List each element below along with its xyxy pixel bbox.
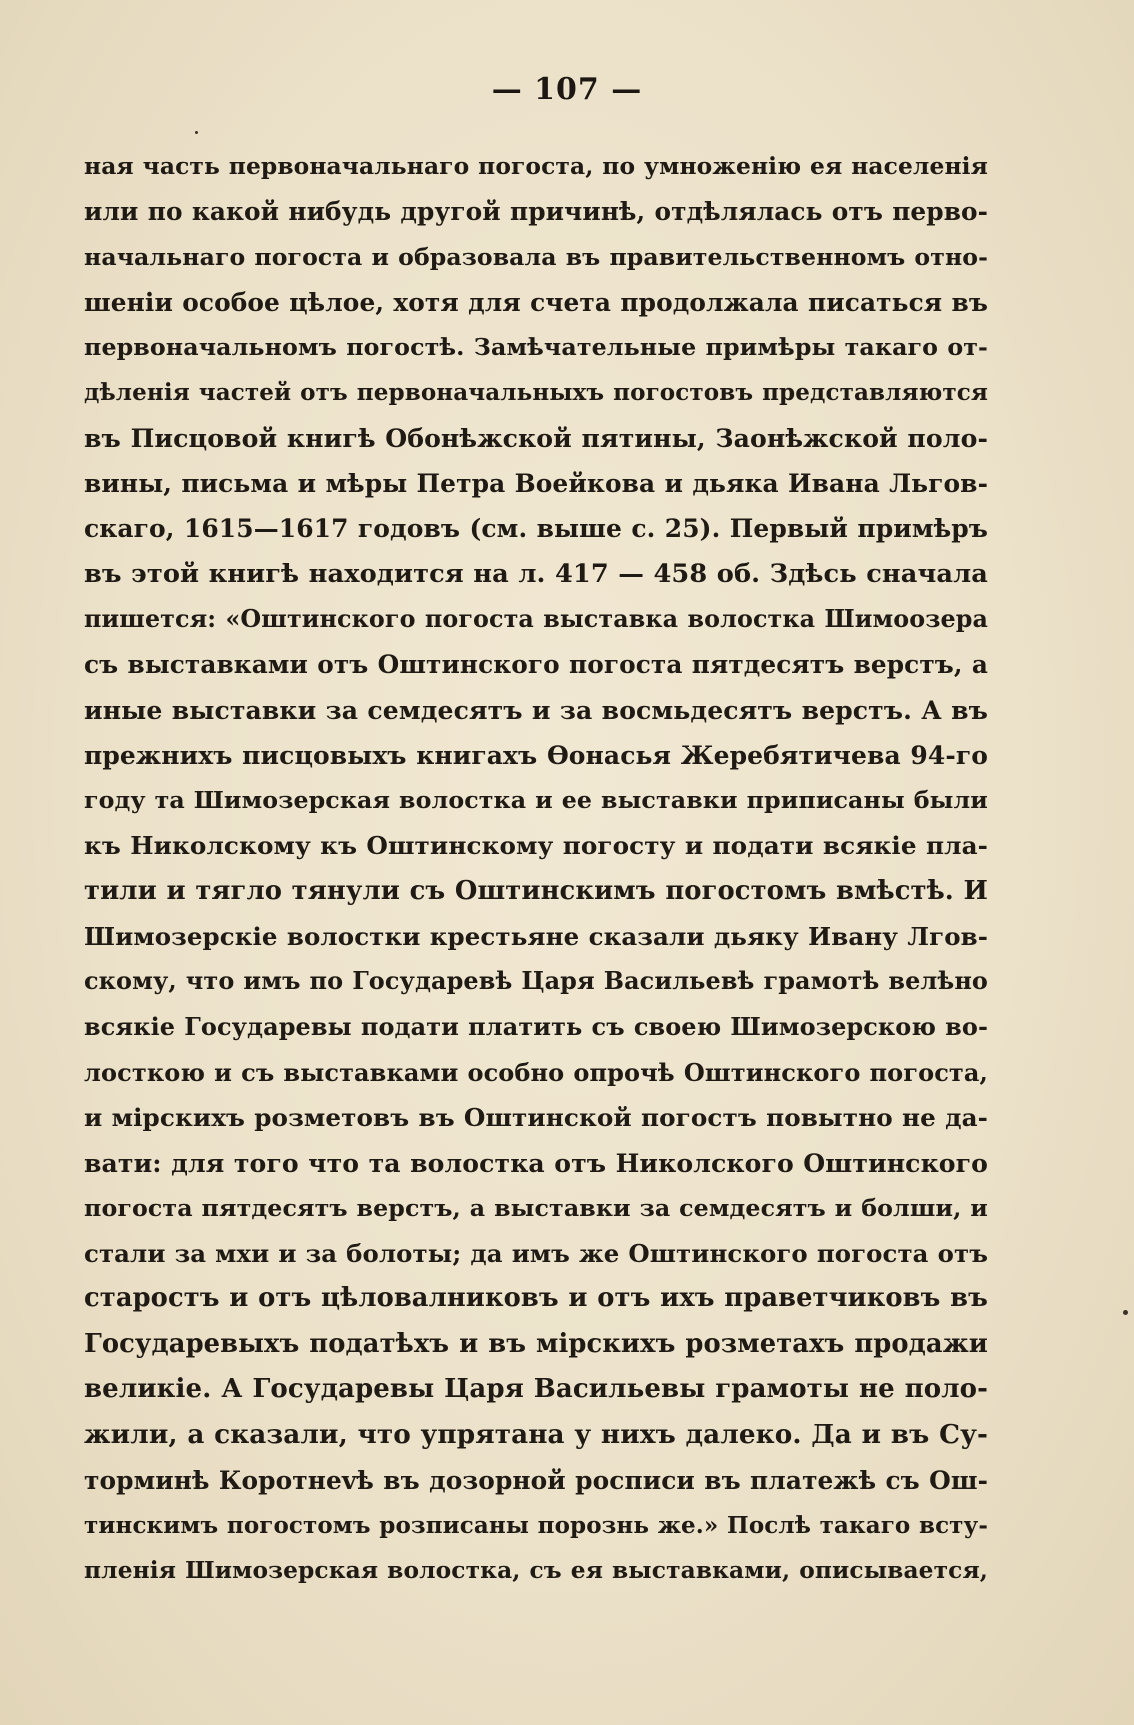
text-line: стали за мхи и за болоты; да имъ же Оштинского погоста отъ <box>84 1239 988 1269</box>
text-line: пленія Шимозерская волостка, съ ея выставками, описывается, <box>84 1557 988 1585</box>
text-line: вати: для того что та волостка отъ Николского Оштинского <box>84 1147 988 1178</box>
text-line: тинскимъ погостомъ розписаны порознь же.» Послѣ такаго всту- <box>84 1511 988 1539</box>
ink-speck <box>195 131 198 134</box>
text-line: скаго, 1615—1617 годовъ (см. выше с. 25). Первый примѣръ <box>84 514 988 544</box>
text-line: и мірскихъ розметовъ въ Оштинской погостъ повытно не да- <box>84 1103 988 1133</box>
text-line: шеніи особое цѣлое, хотя для счета продолжала писаться въ <box>84 287 988 317</box>
text-line: пишется: «Оштинского погоста выставка волостка Шимоозера <box>84 604 988 633</box>
text-line: погоста пятдесятъ верстъ, а выставки за семдесятъ и болши, и <box>84 1193 988 1222</box>
text-line: съ выставками отъ Оштинского погоста пятдесятъ верстъ, а <box>84 650 988 680</box>
text-line: Государевыхъ податѣхъ и въ мірскихъ розметахъ продажи <box>84 1328 988 1359</box>
text-line: всякіе Государевы подати платить съ своею Шимозерскою во- <box>84 1012 988 1041</box>
ink-speck <box>1123 1310 1128 1315</box>
text-line: лосткою и съ выставками особно опрочѣ Оштинского погоста, <box>84 1057 988 1087</box>
text-line: торминѣ Коротнevѣ въ дозорной росписи въ платежѣ съ Ош- <box>84 1465 988 1495</box>
text-line: первоначальномъ погостѣ. Замѣчательные примѣры такаго от- <box>84 333 988 362</box>
text-line: великіе. А Государевы Царя Васильевы грамоты не поло- <box>84 1374 988 1405</box>
text-line: Шимозерскіе волостки крестьяне сказали дьяку Ивану Лгов- <box>84 922 988 952</box>
text-line: дѣленія частей отъ первоначальныхъ погостовъ представляются <box>84 379 988 407</box>
page-number: — 107 — <box>491 72 643 107</box>
text-line: тили и тягло тянули съ Оштинскимъ погостомъ вмѣстѣ. И <box>84 875 988 906</box>
text-line: прежнихъ писцовыхъ книгахъ Ѳонасья Жеребятичева 94-го <box>84 740 988 770</box>
text-line: въ этой книгѣ находится на л. 417 — 458 об. Здѣсь сначала <box>84 558 988 589</box>
text-line: ная часть первоначальнаго погоста, по умноженію ея населенія <box>84 152 988 180</box>
text-line: въ Писцовой книгѣ Обонѣжской пятины, Заонѣжской поло- <box>84 422 988 453</box>
text-line: къ Николскому къ Оштинскому погосту и подати всякіе пла- <box>84 831 988 861</box>
text-line: иные выставки за семдесятъ и за восмьдесятъ верстъ. А въ <box>84 694 988 725</box>
text-line: старостъ и отъ цѣловалниковъ и отъ ихъ праветчиковъ въ <box>84 1283 988 1314</box>
body-text <box>84 144 988 1594</box>
text-line: жили, а сказали, что упрятана у нихъ далеко. Да и въ Су- <box>84 1419 988 1451</box>
text-line: году та Шимозерская волостка и ее выставки приписаны были <box>84 786 988 815</box>
text-line: вины, письма и мѣры Петра Воейкова и дьяка Ивана Льгов- <box>84 469 988 499</box>
text-line: или по какой нибудь другой причинѣ, отдѣлялась отъ перво- <box>84 197 988 227</box>
text-line: скому, что имъ по Государевѣ Царя Васильевѣ грамотѣ велѣно <box>84 967 988 996</box>
text-line: начальнаго погоста и образовала въ правительственномъ отно- <box>84 242 988 271</box>
